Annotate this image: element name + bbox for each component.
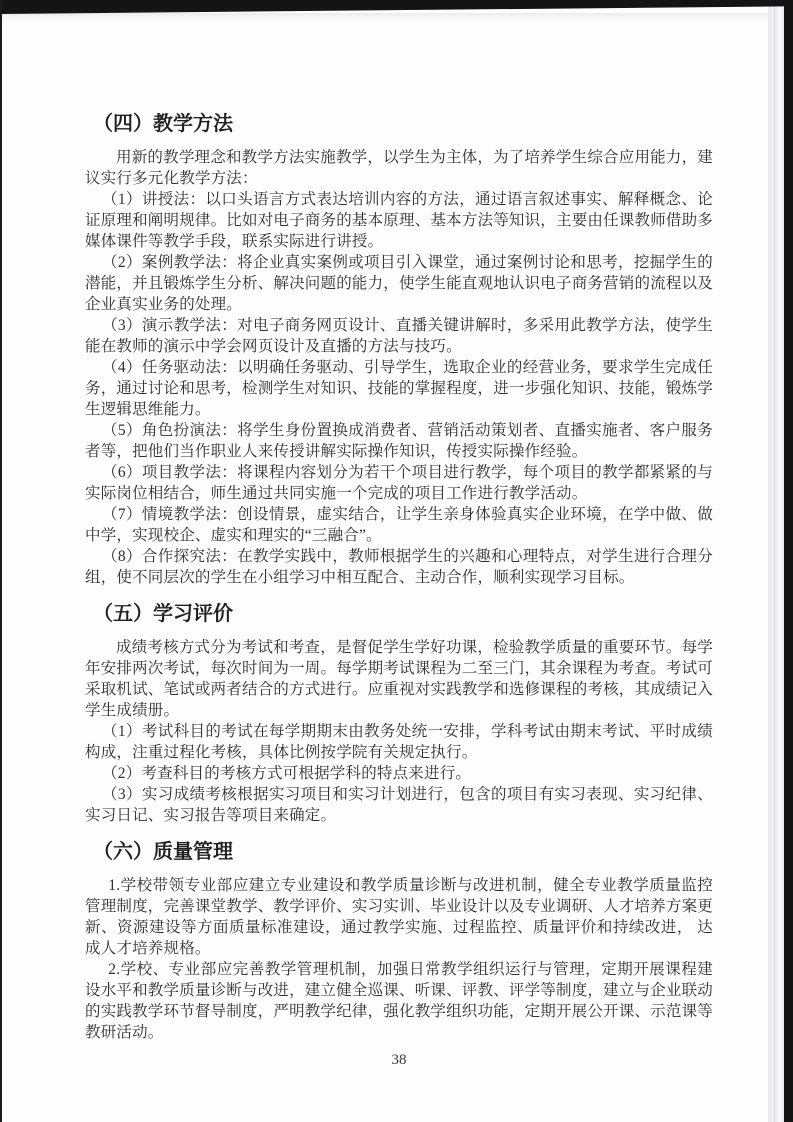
paragraph: （6）项目教学法：将课程内容划分为若干个项目进行教学，每个项目的教学都紧紧的与实际岗位相结合，师生通过共同实施一个完成的项目工作进行教学活动。: [85, 464, 713, 502]
paragraph: （1）讲授法：以口头语言方式表达培训内容的方法，通过语言叙述事实、解释概念、论证原理和阐明规律。比如对电子商务的基本原理、基本方法等知识，主要由任课教师借助多媒体课件等教学手段，联系实际进行讲授。: [85, 191, 714, 250]
page-number: 38: [391, 1052, 407, 1068]
paragraph: 成绩考核方式分为考试和考查，是督促学生学好功课，检验教学质量的重要环节。每学年安排两次考试，每次时间为一周。每学期考试课程为二至三门，其余课程为考查。考试可采取机试、笔试或两者结合的方式进行。应重视对实践教学和选修课程的考核，其成绩记入学生成绩册。: [85, 639, 714, 719]
paragraph: （3）实习成绩考核根据实习项目和实习计划进行，包含的项目有实习表现、实习纪律、实习日记、实习报告等项目来确定。: [85, 786, 713, 824]
paragraph: （4）任务驱动法：以明确任务驱动、引导学生，选取企业的经营业务，要求学生完成任务，通过讨论和思考，检测学生对知识、技能的掌握程度，进一步强化知识、技能，锻炼学生逻辑思维能力。: [85, 359, 714, 418]
paragraph: （2）考查科目的考核方式可根据学科的特点来进行。: [102, 765, 472, 782]
scan-edge-left: [0, 0, 2, 1122]
paragraph: （1）考试科目的考试在每学期期末由教务处统一安排，学科考试由期末考试、平时成绩构成，注重过程化考核，具体比例按学院有关规定执行。: [85, 723, 713, 761]
document-body: [85, 112, 713, 1043]
paragraph: 2.学校、专业部应完善教学管理机制，加强日常教学组织运行与管理，定期开展课程建设水平和教学质量诊断与改进，建立健全巡课、听课、评教、评学等制度，建立与企业联动的实践教学环节督导制度，严明教学纪律，强化教学组织功能，定期开展公开课、示范课等教研活动。: [85, 961, 714, 1041]
scan-page-gutter-right: [768, 5, 784, 1122]
scan-edge-top: [0, 0, 793, 14]
scan-edge-top-shadow: [0, 13, 793, 21]
section-heading: （六）质量管理: [93, 841, 233, 863]
paragraph: （8）合作探究法：在教学实践中，教师根据学生的兴趣和心理特点，对学生进行合理分组，使不同层次的学生在小组学习中相互配合、主动合作，顺利实现学习目标。: [85, 548, 713, 586]
scan-edge-right: [784, 0, 793, 1122]
section-heading: （五）学习评价: [93, 603, 233, 625]
paragraph: （7）情境教学法：创设情景，虚实结合，让学生亲身体验真实企业环境，在学中做、做中学，实现校企、虚实和理实的“三融合”。: [85, 506, 713, 544]
section-teaching-methods: [85, 112, 713, 588]
section-quality-management: [85, 840, 713, 1043]
paragraph: 用新的教学理念和教学方法实施教学，以学生为主体，为了培养学生综合应用能力，建议实行多元化教学方法：: [85, 149, 713, 187]
paragraph: （5）角色扮演法：将学生身份置换成消费者、营销活动策划者、直播实施者、客户服务者等，把他们当作职业人来传授讲解实际操作知识，传授实际操作经验。: [85, 422, 713, 460]
section-heading: （四）教学方法: [93, 113, 233, 135]
paragraph: （2）案例教学法：将企业真实案例或项目引入课堂，通过案例讨论和思考，挖掘学生的潜能，并且锻炼学生分析、解决问题的能力，使学生能直观地认识电子商务营销的流程以及企业真实业务的处理。: [85, 254, 714, 313]
section-learning-evaluation: [85, 602, 713, 826]
paragraph: 1.学校带领专业部应建立专业建设和教学质量诊断与改进机制，健全专业教学质量监控管理制度，完善课堂教学、教学评价、实习实训、毕业设计以及专业调研、人才培养方案更新、资源建设等方面质量标准建设，通过教学实施、过程监控、质量评价和持续改进， 达成人才培养规格。: [85, 877, 714, 957]
paragraph: （3）演示教学法：对电子商务网页设计、直播关键讲解时，多采用此教学方法，使学生能在教师的演示中学会网页设计及直播的方法与技巧。: [85, 317, 713, 355]
